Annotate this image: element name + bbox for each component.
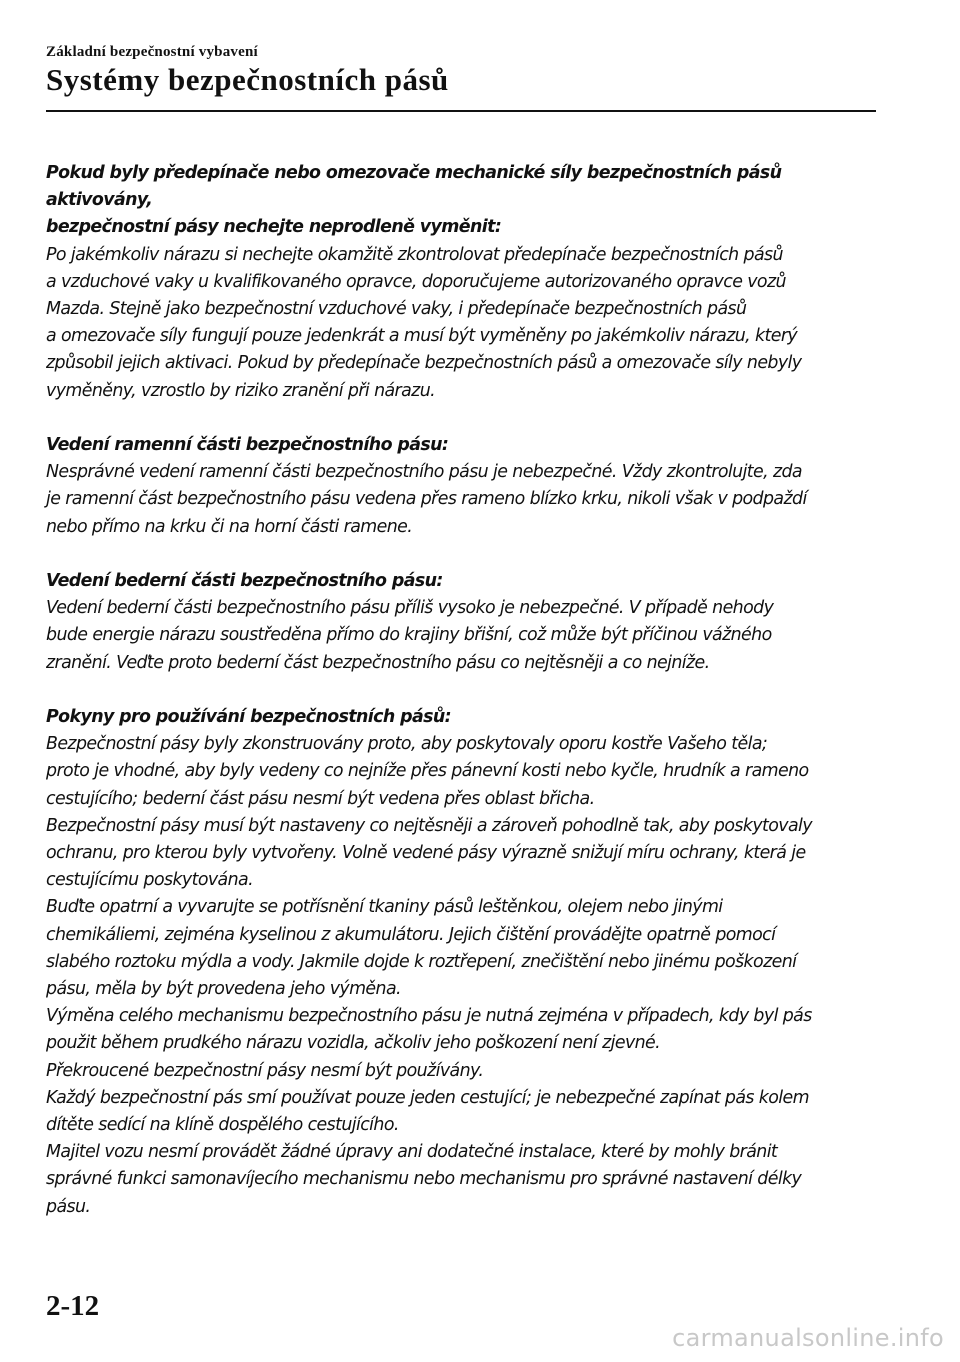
- body-line: nebo přímo na krku či na horní části ramene.: [46, 516, 413, 537]
- page-title: Systémy bezpečnostních pásů: [46, 62, 449, 97]
- body-line: ochranu, pro kterou byly vytvořeny. Volně vedené pásy výrazně snižují míru ochrany, která je: [46, 843, 806, 864]
- body-line: Buďte opatrní a vyvarujte se potřísnění tkaniny pásů leštěnkou, olejem nebo jinými: [46, 897, 723, 918]
- body-line: Vedení bederní části bezpečnostního pásu příliš vysoko je nebezpečné. V případě nehody: [46, 598, 774, 619]
- header-divider: [46, 110, 876, 112]
- page-number: 2-12: [46, 1290, 100, 1322]
- body-line: vyměněny, vzrostlo by riziko zranění při nárazu.: [46, 380, 436, 401]
- body-line: správné funkci samonavíjecího mechanismu nebo mechanismu pro správné nastavení délky: [46, 1169, 802, 1190]
- body-line: způsobil jejich aktivaci. Pokud by předepínače bezpečnostních pásů a omezovače síly nebyly: [46, 353, 802, 374]
- watermark: carmanualsonline.info: [672, 1324, 944, 1352]
- warning-block-pretensioners: [46, 160, 881, 405]
- body-line: Nesprávné vedení ramenní části bezpečnostního pásu je nebezpečné. Vždy zkontrolujte, zda: [46, 462, 802, 483]
- body-line: Bezpečnostní pásy musí být nastaveny co nejtěsněji a zároveň pohodlně tak, aby poskytovaly: [46, 815, 812, 836]
- body-line: slabého roztoku mýdla a vody. Jakmile dojde k roztřepení, znečištění nebo jinému poškození: [46, 951, 797, 972]
- body-line: dítěte sedící na klíně dospělého cestujícího.: [46, 1115, 399, 1136]
- body-line: Každý bezpečnostní pás smí používat pouze jeden cestující; je nebezpečné zapínat pás kolem: [46, 1087, 809, 1108]
- warning-block-lap-belt: [46, 568, 881, 677]
- body-line: zranění. Veďte proto bederní část bezpečnostního pásu co nejtěsněji a co nejníže.: [46, 652, 710, 673]
- body-line: Překroucené bezpečnostní pásy nesmí být používány.: [46, 1060, 484, 1081]
- body-line: Majitel vozu nesmí provádět žádné úpravy ani dodatečné instalace, které by mohly bránit: [46, 1142, 778, 1163]
- body-line: a omezovače síly fungují pouze jedenkrát a musí být vyměněny po jakémkoliv nárazu, který: [46, 326, 798, 347]
- body-line: pásu, měla by být provedena jeho výměna.: [46, 979, 401, 1000]
- block-heading: Pokud byly předepínače nebo omezovače mechanické síly bezpečnostních pásů aktivovány,: [46, 163, 782, 211]
- block-heading: Pokyny pro používání bezpečnostních pásů:: [46, 707, 451, 728]
- body-line: proto je vhodné, aby byly vedeny co nejníže přes pánevní kosti nebo kyčle, hrudník a rameno: [46, 761, 809, 782]
- body-line: Bezpečnostní pásy byly zkonstruovány proto, aby poskytovaly oporu kostře Vašeho těla;: [46, 734, 768, 755]
- section-label: Základní bezpečnostní vybavení: [46, 44, 258, 60]
- block-heading: Vedení ramenní části bezpečnostního pásu:: [46, 435, 449, 456]
- body-line: a vzduchové vaky u kvalifikovaného opravce, doporučujeme autorizovaného opravce vozů: [46, 271, 786, 292]
- body-line: cestujícímu poskytována.: [46, 870, 254, 891]
- block-heading: Vedení bederní části bezpečnostního pásu:: [46, 571, 443, 592]
- warning-content: [46, 160, 881, 1248]
- body-line: Po jakémkoliv nárazu si nechejte okamžitě zkontrolovat předepínače bezpečnostních pásů: [46, 244, 783, 265]
- body-line: použit během prudkého nárazu vozidla, ačkoliv jeho poškození není zjevné.: [46, 1033, 661, 1054]
- body-line: chemikáliemi, zejména kyselinou z akumulátoru. Jejich čištění provádějte opatrně pomocí: [46, 924, 776, 945]
- body-line: bude energie nárazu soustředěna přímo do krajiny břišní, což může být příčinou vážného: [46, 625, 772, 646]
- body-line: cestujícího; bederní část pásu nesmí být vedena přes oblast břicha.: [46, 788, 595, 809]
- body-line: pásu.: [46, 1196, 91, 1217]
- body-line: je ramenní část bezpečnostního pásu vedena přes rameno blízko krku, nikoli však v podpaždí: [46, 489, 807, 510]
- warning-block-shoulder-belt: [46, 432, 881, 541]
- block-heading: bezpečnostní pásy nechejte neprodleně vyměnit:: [46, 217, 502, 238]
- body-line: Mazda. Stejně jako bezpečnostní vzduchové vaky, i předepínače bezpečnostních pásů: [46, 299, 747, 320]
- body-line: Výměna celého mechanismu bezpečnostního pásu je nutná zejména v případech, kdy byl pás: [46, 1006, 812, 1027]
- warning-block-usage-instructions: [46, 704, 881, 1221]
